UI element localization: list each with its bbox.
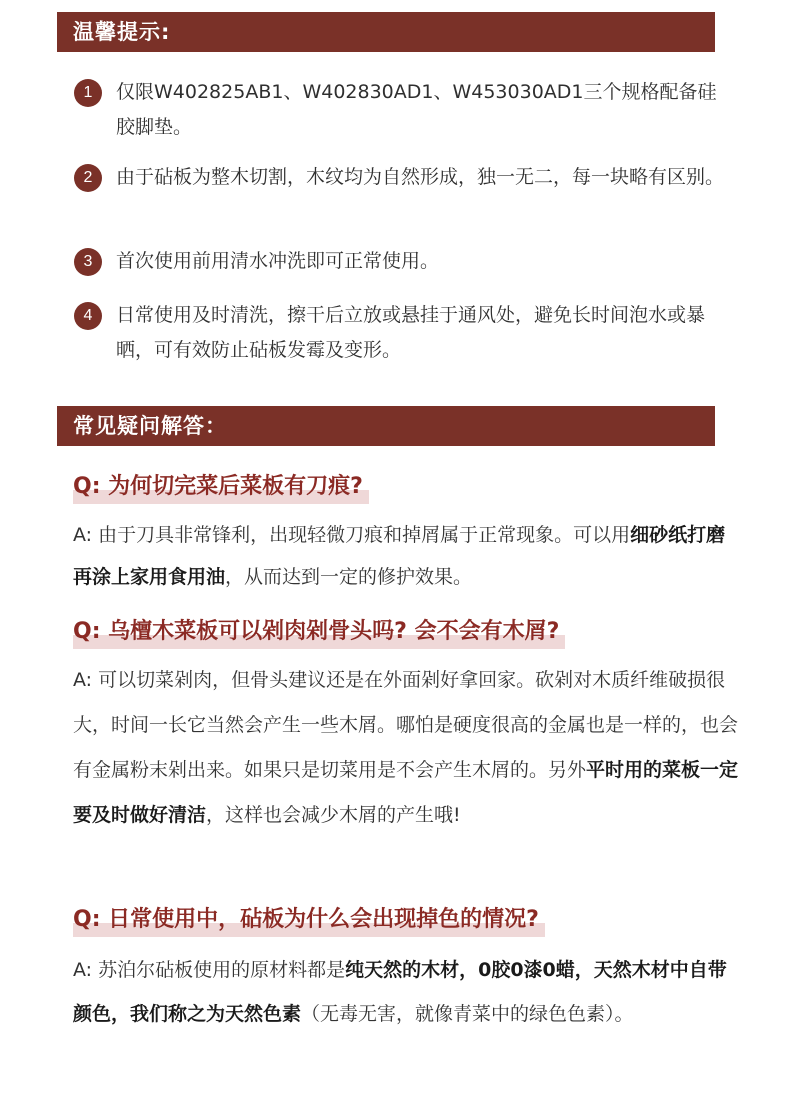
tip-item — [74, 75, 734, 145]
tip-text: 由于砧板为整木切割，木纹均为自然形成，独一无二，每一块略有区别。 — [116, 166, 725, 188]
answer-text: A: 由于刀具非常锋利，出现轻微刀痕和掉屑属于正常现象。可以用 — [73, 524, 631, 546]
answer-text: ，从而达到一定的修护效果。 — [225, 566, 473, 588]
tips-section-title: 温馨提示: — [57, 12, 715, 52]
faq-question — [73, 617, 565, 647]
answer-text: ，这样也会减少木屑的产生哦! — [206, 804, 461, 826]
tip-text: 首次使用前用清水冲洗即可正常使用。 — [116, 250, 440, 272]
answer-emphasis: 平时用的菜板一定要及时做好清洁 — [73, 759, 739, 826]
tip-item — [74, 160, 734, 195]
answer-text: A: 可以切菜剁肉，但骨头建议还是在外面剁好拿回家。砍剁对木质纤维破损很大，时间一长它当然会产生一些木屑。哪怕是硬度很高的金属也是一样的，也会有金属粉末剁出来。如果只是切菜用是不会产生木屑的。另外 — [73, 669, 739, 781]
number-badge-icon: 4 — [74, 302, 102, 330]
faq-answer — [73, 658, 741, 838]
question-text: Q: 为何切完菜后菜板有刀痕? — [73, 474, 363, 499]
number-badge-icon: 3 — [74, 248, 102, 276]
answer-emphasis: 细砂纸打磨再涂上家用食用油 — [73, 524, 726, 588]
number-badge-icon: 1 — [74, 79, 102, 107]
answer-text: （无毒无害，就像青菜中的绿色色素）。 — [301, 1003, 634, 1025]
tip-text: 日常使用及时清洗，擦干后立放或悬挂于通风处，避免长时间泡水或暴晒，可有效防止砧板发霉及变形。 — [116, 304, 706, 361]
question-text: Q: 乌檀木菜板可以剁肉剁骨头吗? 会不会有木屑? — [73, 619, 560, 644]
answer-text: A: 苏泊尔砧板使用的原材料都是 — [73, 959, 346, 981]
tip-item — [74, 298, 734, 368]
question-text: Q: 日常使用中，砧板为什么会出现掉色的情况? — [73, 907, 539, 932]
faq-question — [73, 472, 369, 502]
faq-answer — [73, 514, 741, 598]
faq-question — [73, 905, 545, 935]
answer-emphasis: 纯天然的木材，0胶0漆0蜡，天然木材中自带颜色，我们称之为天然色素 — [73, 959, 727, 1025]
number-badge-icon: 2 — [74, 164, 102, 192]
faq-section-title: 常见疑问解答： — [57, 406, 715, 446]
tip-text: 仅限W402825AB1、W402830AD1、W453030AD1三个规格配备硅胶脚垫。 — [116, 81, 717, 138]
faq-answer — [73, 948, 741, 1036]
tip-item — [74, 244, 734, 279]
